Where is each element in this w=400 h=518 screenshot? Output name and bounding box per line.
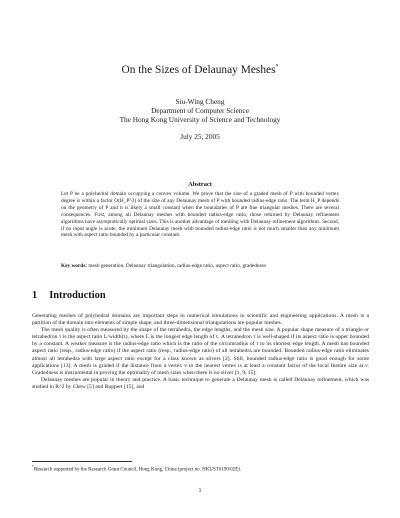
keywords xyxy=(61,263,339,270)
publication-date: July 25, 2005 xyxy=(180,132,220,141)
keywords-list: mesh generation, Delaunay triangulation, radius-edge ratio, aspect ratio, gradedness xyxy=(88,263,267,269)
footnote xyxy=(32,464,369,474)
affiliation-line-2: The Hong Kong University of Science and Technology xyxy=(119,115,281,124)
title-footnote-mark: * xyxy=(275,64,279,71)
footnote-rule xyxy=(32,461,132,462)
abstract-heading: Abstract xyxy=(188,181,212,188)
paragraph-2: The mesh quality is often measured by the shape of the tetrahedra, the edge lengths, and the mesh size. A popular shape measure of a triangle or tetrahedron τ is the aspect ratio L/width(τ), where L is the longest edge length of τ. A tetrahedron τ is well-shaped if its aspect ratio is upper bounded by a constant. A weaker measure is the radius-edge ratio which is the ratio of the circumradius of τ to its shortest edge length. A mesh has bounded aspect ratio (resp., radius-edge ratio) if the aspect ratio (resp., radius-edge ratio) of all tetrahedra are bounded. Bounded radius-edge ratio eliminates almost all tetrahedra with large aspect ratio except for a class known as slivers [2]. Still, bounded radius-edge ratio is good enough for some applications [13]. A mesh is graded if the distance from a vertex v to the nearest vertex is at least a constant factor of the local feature size at v. Gradedness is instrumental in proving the optimality of mesh sizes when there is no sliver [1, 9, 15]. xyxy=(32,327,369,376)
title-text: On the Sizes of Delaunay Meshes xyxy=(121,64,276,76)
section-title: Introduction xyxy=(49,290,106,301)
keywords-label: Key words: xyxy=(61,263,88,269)
section-number: 1 xyxy=(32,290,38,301)
page-number: 1 xyxy=(198,488,202,494)
paragraph-1: Generating meshes of polyhedral domains are important steps in numerical simulations in scientific and engineering applications. A mesh is a partition of the domain into elements of simple shape, and three-dimensional triangulations are popular meshes. xyxy=(32,313,369,327)
author-name: Siu-Wing Cheng xyxy=(175,97,225,106)
abstract-text: Let P be a polyhedral domain occupying a convex volume. We prove that the size of a graded mesh of P with bounded vertex degree is within a factor O(H_P^3) of the size of any Delaunay mesh of P with bounded radius-edge ratio. The term H_P depends on the geometry of P and it is likely a small constant when the boundaries of P are fine triangular meshes. There are several consequences. First, among all Delaunay meshes with bounded radius-edge ratio, those returned by Delaunay refinement algorithms have asymptotically optimal sizes. This is another advantage of meshing with Delaunay refinement algorithms. Second, if no input angle is acute, the minimum Delaunay mesh with bounded radius-edge ratio is not much smaller than any minimum mesh with aspect ratio bounded by a particular constant. xyxy=(61,191,339,239)
paper-title xyxy=(0,64,400,76)
footnote-mark: * xyxy=(32,464,34,469)
section-heading xyxy=(32,290,118,301)
body-text xyxy=(32,313,369,391)
footnote-text: Research supported by the Research Grant Council, Hong Kong, China (project no. HKUST6190/02E). xyxy=(34,467,242,473)
affiliation-line-1: Department of Computer Science xyxy=(151,106,249,115)
paragraph-3: Delaunay meshes are popular in theory and practice. A basic technique to generate a Delaunay mesh is called Delaunay refinement, which was studied in R^2 by Chew [5] and Ruppert [15], and xyxy=(32,376,369,390)
